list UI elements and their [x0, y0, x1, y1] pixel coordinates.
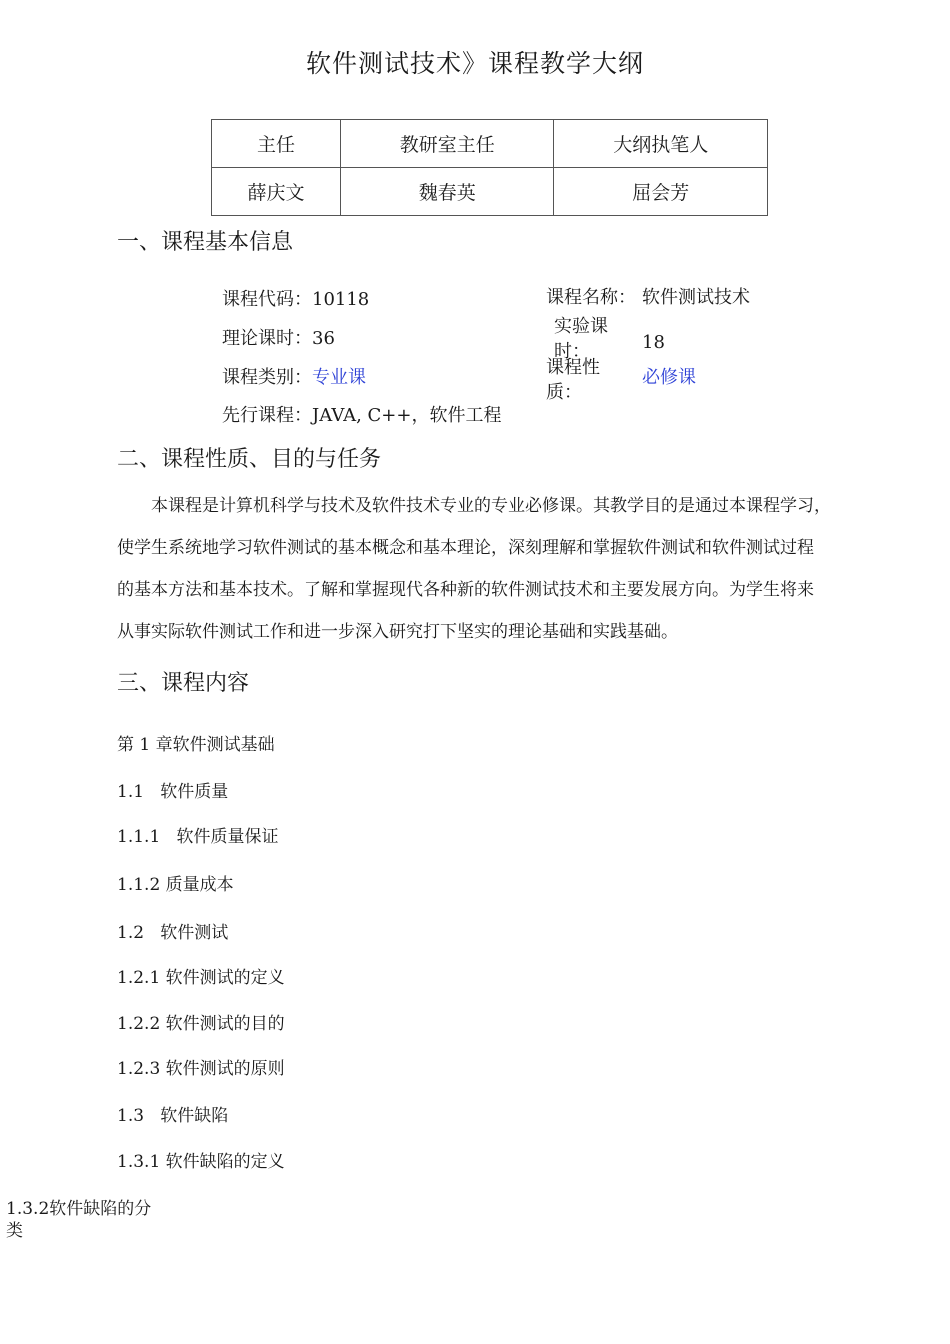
toc-item: 1.1.1 软件质量保证 [117, 827, 279, 847]
course-code: 课程代码：10118 [222, 289, 370, 310]
course-category-value: 专业课 [312, 367, 366, 388]
toc-item: 第 1 章软件测试基础 [117, 735, 275, 755]
toc-item: 1.1.2 质量成本 [117, 875, 234, 895]
section-heading-course-content: 三、课程内容 [117, 671, 250, 696]
signoff-name-section-head: 魏春英 [341, 168, 554, 216]
table-row [212, 120, 768, 168]
signoff-header-director: 主任 [212, 120, 341, 168]
course-category-label: 课程类别： [222, 367, 312, 388]
section-heading-basic-info: 一、课程基本信息 [117, 230, 294, 255]
course-name-value: 软件测试技术 [642, 287, 750, 308]
signoff-table [211, 119, 768, 216]
lab-hours-value: 18 [642, 332, 665, 353]
paragraph-line: 的基本方法和基本技术。了解和掌握现代各种新的软件测试技术和主要发展方向。为学生将来 [117, 580, 814, 600]
course-nature-label: 课程性质： [546, 357, 600, 403]
toc-item: 1.2.3 软件测试的原则 [117, 1059, 285, 1079]
paragraph-line: 本课程是计算机科学与技术及软件技术专业的专业必修课。其教学目的是通过本课程学习， [151, 496, 831, 516]
toc-item: 1.3 软件缺陷 [117, 1106, 229, 1126]
signoff-name-director: 薛庆文 [212, 168, 341, 216]
section-heading-nature-purpose: 二、课程性质、目的与任务 [117, 447, 382, 472]
toc-item: 1.2 软件测试 [117, 923, 229, 943]
paragraph-line: 从事实际软件测试工作和进一步深入研究打下坚实的理论基础和实践基础。 [117, 622, 678, 642]
purpose-paragraph [117, 485, 877, 653]
course-nature-value: 必修课 [642, 367, 696, 388]
toc-item: 1.1 软件质量 [117, 782, 229, 802]
course-category [222, 363, 366, 389]
table-row [212, 168, 768, 216]
theory-hours: 理论课时：36 [222, 328, 335, 349]
signoff-header-author: 大纲执笔人 [554, 120, 768, 168]
signoff-header-section-head: 教研室主任 [341, 120, 554, 168]
toc-item: 1.3.1 软件缺陷的定义 [117, 1152, 285, 1172]
toc-item: 1.2.1 软件测试的定义 [117, 968, 285, 988]
paragraph-line: 使学生系统地学习软件测试的基本概念和基本理论，深刻理解和掌握软件测试和软件测试过程 [117, 538, 814, 558]
document-title: 软件测试技术》课程教学大纲 [305, 49, 644, 78]
lab-hours-label: 实验课时： [554, 316, 608, 362]
course-name-label: 课程名称： [546, 287, 636, 308]
prerequisite-courses: 先行课程：JAVA, C++，软件工程 [222, 405, 502, 426]
toc-item: 1.2.2 软件测试的目的 [117, 1014, 285, 1034]
toc-item-overflow: 1.3.2软件缺陷的分类 [6, 1199, 152, 1241]
signoff-name-author: 屈会芳 [554, 168, 768, 216]
